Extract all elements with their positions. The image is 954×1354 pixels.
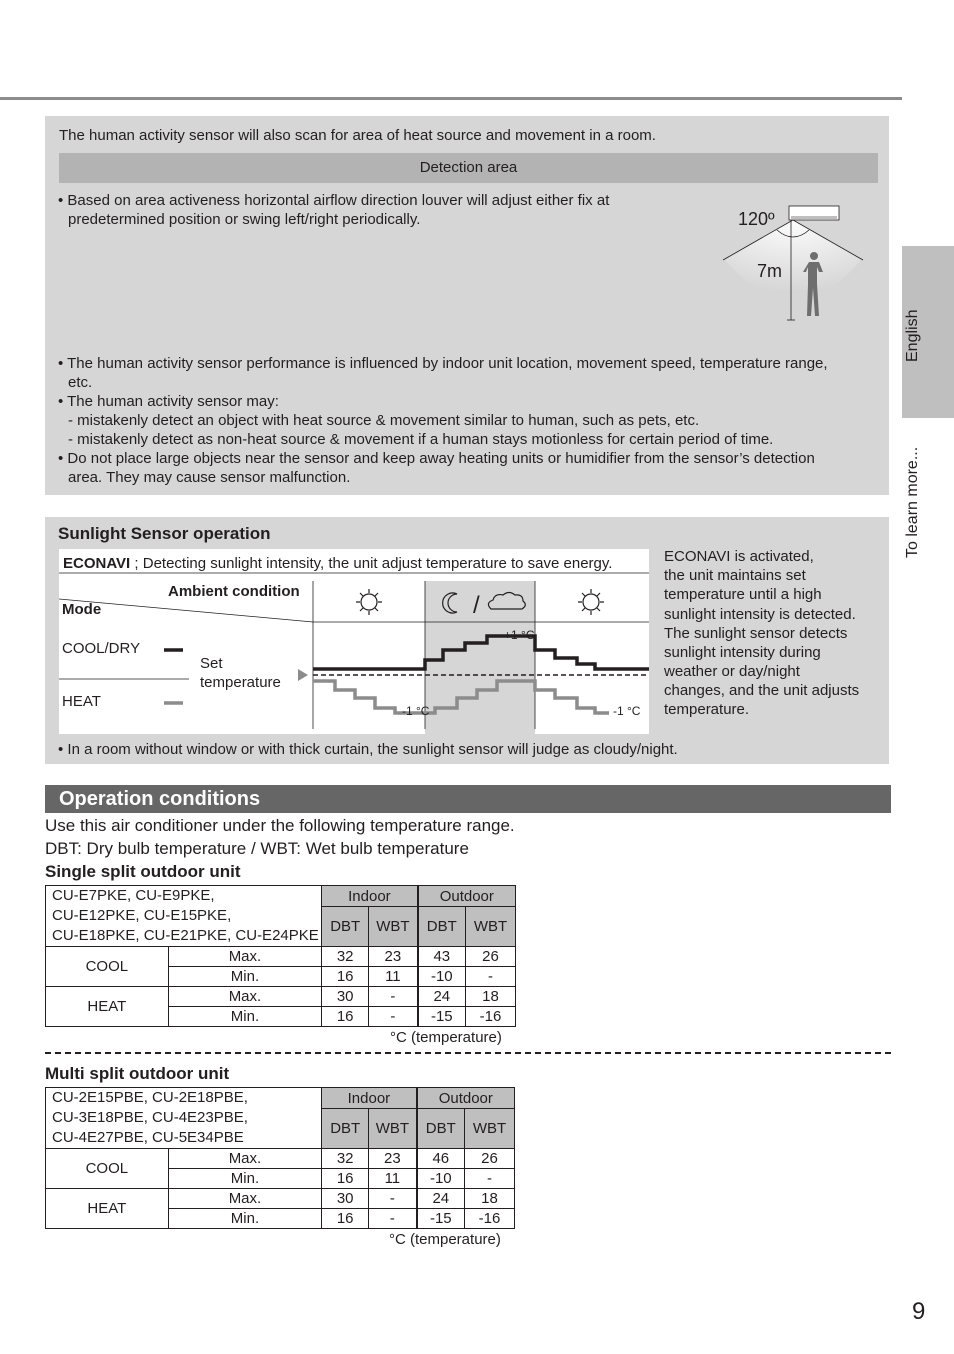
- value-cell: -15: [418, 1007, 466, 1027]
- dbt-header: DBT: [417, 1109, 465, 1149]
- limit-cell: Max.: [168, 1149, 322, 1169]
- wbt-header: WBT: [369, 907, 418, 947]
- sunlight-side-line-4: sunlight intensity is detected.: [664, 606, 856, 623]
- value-cell: -: [369, 1209, 417, 1229]
- sunlight-side-line-1: ECONAVI is activated,: [664, 548, 814, 565]
- single-model-line: CU-E7PKE, CU-E9PKE,: [52, 887, 215, 904]
- dbt-header: DBT: [322, 907, 369, 947]
- operation-line-1: Use this air conditioner under the following temperature range.: [45, 816, 515, 835]
- value-cell: 11: [369, 1169, 417, 1189]
- value-cell: -: [466, 967, 516, 987]
- limit-cell: Min.: [168, 1209, 322, 1229]
- distance-label: 7m: [757, 261, 783, 281]
- multi-model-line: CU-4E27PBE, CU-5E34PBE: [52, 1129, 244, 1146]
- mode-label: Mode: [62, 601, 102, 618]
- sunlight-title: Sunlight Sensor operation: [58, 524, 271, 543]
- value-cell: -: [369, 1189, 417, 1209]
- multi-split-title: Multi split outdoor unit: [45, 1064, 230, 1083]
- single-split-table: [45, 885, 516, 1027]
- indoor-header: Indoor: [322, 1088, 417, 1109]
- limit-cell: Max.: [168, 1189, 322, 1209]
- value-cell: -16: [466, 1007, 516, 1027]
- limit-cell: Max.: [168, 987, 322, 1007]
- detection-bullet-4: • Do not place large objects near the sensor and keep away heating units or humidifier from the sensor’s detection: [58, 450, 815, 467]
- value-cell: 16: [322, 967, 369, 987]
- value-cell: -: [369, 987, 418, 1007]
- value-cell: 24: [417, 1189, 465, 1209]
- mode-cell: COOL: [46, 947, 169, 987]
- page-number: 9: [912, 1298, 926, 1325]
- plus-one-label: +1 °C: [504, 628, 535, 642]
- multi-split-table: [45, 1087, 515, 1229]
- value-cell: 18: [466, 987, 516, 1007]
- set-temperature-label-1: Set: [200, 655, 223, 672]
- value-cell: 30: [322, 987, 369, 1007]
- sunlight-side-line-3: temperature until a high: [664, 586, 822, 603]
- value-cell: 16: [322, 1169, 369, 1189]
- multi-model-line: CU-2E15PBE, CU-2E18PBE,: [52, 1089, 248, 1106]
- operation-conditions-header: Operation conditions: [45, 785, 891, 813]
- top-rule: [0, 97, 902, 100]
- value-cell: 30: [322, 1189, 369, 1209]
- wbt-header: WBT: [369, 1109, 417, 1149]
- detection-bullet-1: • Based on area activeness horizontal airflow direction louver will adjust either fix at: [58, 192, 610, 209]
- sunlight-side-line-5: The sunlight sensor detects: [664, 625, 848, 642]
- value-cell: 18: [465, 1189, 515, 1209]
- value-cell: -: [369, 1007, 418, 1027]
- value-cell: -15: [417, 1209, 465, 1229]
- language-tab-label: English: [904, 309, 921, 362]
- detection-bullet-2: • The human activity sensor performance is influenced by indoor unit location, movement speed, temperature range,: [58, 355, 828, 372]
- value-cell: -10: [417, 1169, 465, 1189]
- value-cell: -: [465, 1169, 515, 1189]
- value-cell: 11: [369, 967, 418, 987]
- sunlight-note: • In a room without window or with thick curtain, the sunlight sensor will judge as cloudy/night.: [58, 741, 678, 758]
- section-divider: [45, 1052, 891, 1054]
- ambient-condition-label: Ambient condition: [168, 583, 300, 600]
- sunlight-side-line-6: sunlight intensity during: [664, 644, 821, 661]
- value-cell: 32: [322, 947, 369, 967]
- econavi-rest: ; Detecting sunlight intensity, the unit adjust temperature to save energy.: [130, 555, 613, 572]
- sunlight-side-line-9: temperature.: [664, 701, 750, 718]
- set-temperature-label-2: temperature: [200, 674, 281, 691]
- dbt-header: DBT: [418, 907, 466, 947]
- sunlight-side-line-8: changes, and the unit adjusts: [664, 682, 860, 699]
- single-unit-note: °C (temperature): [390, 1029, 502, 1046]
- sunlight-side-line-7: weather or day/night: [664, 663, 800, 680]
- value-cell: 16: [322, 1007, 369, 1027]
- mode-cell: COOL: [46, 1149, 169, 1189]
- heat-label: HEAT: [62, 693, 101, 710]
- detection-sub-2: - mistakenly detect as non-heat source & movement if a human stays motionless for certain period of time.: [68, 431, 774, 448]
- dbt-header: DBT: [322, 1109, 369, 1149]
- single-model-line: CU-E18PKE, CU-E21PKE, CU-E24PKE: [52, 927, 319, 944]
- set-temp-arrow: [298, 669, 308, 681]
- wbt-header: WBT: [466, 907, 516, 947]
- mode-cell: HEAT: [46, 987, 169, 1027]
- indoor-header: Indoor: [322, 886, 418, 907]
- detection-bullet-4-cont: area. They may cause sensor malfunction.: [68, 469, 351, 486]
- value-cell: 32: [322, 1149, 369, 1169]
- mode-cell: HEAT: [46, 1189, 169, 1229]
- detection-sub-1: - mistakenly detect an object with heat source & movement similar to human, such as pets, etc.: [68, 412, 700, 429]
- value-cell: 26: [466, 947, 516, 967]
- operation-line-2: DBT: Dry bulb temperature / WBT: Wet bulb temperature: [45, 839, 469, 858]
- multi-models-cell: [46, 1088, 322, 1149]
- multi-unit-note: °C (temperature): [389, 1231, 501, 1248]
- section-tab-label: To learn more...: [904, 446, 921, 558]
- single-split-title: Single split outdoor unit: [45, 862, 241, 881]
- sun-icon-2: [578, 589, 604, 615]
- value-cell: -16: [465, 1209, 515, 1229]
- limit-cell: Max.: [168, 947, 322, 967]
- value-cell: 23: [369, 1149, 417, 1169]
- single-models-cell: [46, 886, 322, 947]
- value-cell: 43: [418, 947, 466, 967]
- value-cell: 26: [465, 1149, 515, 1169]
- detection-bullet-1-cont: predetermined position or swing left/right periodically.: [68, 211, 421, 228]
- limit-cell: Min.: [168, 1007, 322, 1027]
- value-cell: 24: [418, 987, 466, 1007]
- econavi-bold: ECONAVI: [63, 555, 131, 572]
- outdoor-header: Outdoor: [418, 886, 516, 907]
- detection-intro: The human activity sensor will also scan for area of heat source and movement in a room.: [59, 127, 656, 144]
- single-model-line: CU-E12PKE, CU-E15PKE,: [52, 907, 232, 924]
- limit-cell: Min.: [168, 967, 322, 987]
- icon-slash: /: [473, 592, 480, 619]
- detection-bullet-2-cont: etc.: [68, 374, 93, 391]
- minus-one-label-1: -1 °C: [402, 704, 430, 718]
- angle-label: 120º: [738, 209, 775, 229]
- multi-model-line: CU-3E18PBE, CU-4E23PBE,: [52, 1109, 248, 1126]
- value-cell: -10: [418, 967, 466, 987]
- detection-bullet-3: • The human activity sensor may:: [58, 393, 279, 410]
- limit-cell: Min.: [168, 1169, 322, 1189]
- value-cell: 16: [322, 1209, 369, 1229]
- econavi-mode-diagram: [59, 549, 649, 734]
- minus-one-label-2: -1 °C: [613, 704, 641, 718]
- value-cell: 23: [369, 947, 418, 967]
- detection-area-bar: Detection area: [59, 153, 878, 183]
- sunlight-side-line-2: the unit maintains set: [664, 567, 806, 584]
- wbt-header: WBT: [465, 1109, 515, 1149]
- outdoor-header: Outdoor: [417, 1088, 515, 1109]
- cool-dry-label: COOL/DRY: [62, 640, 141, 657]
- value-cell: 46: [417, 1149, 465, 1169]
- sun-icon: [356, 589, 382, 615]
